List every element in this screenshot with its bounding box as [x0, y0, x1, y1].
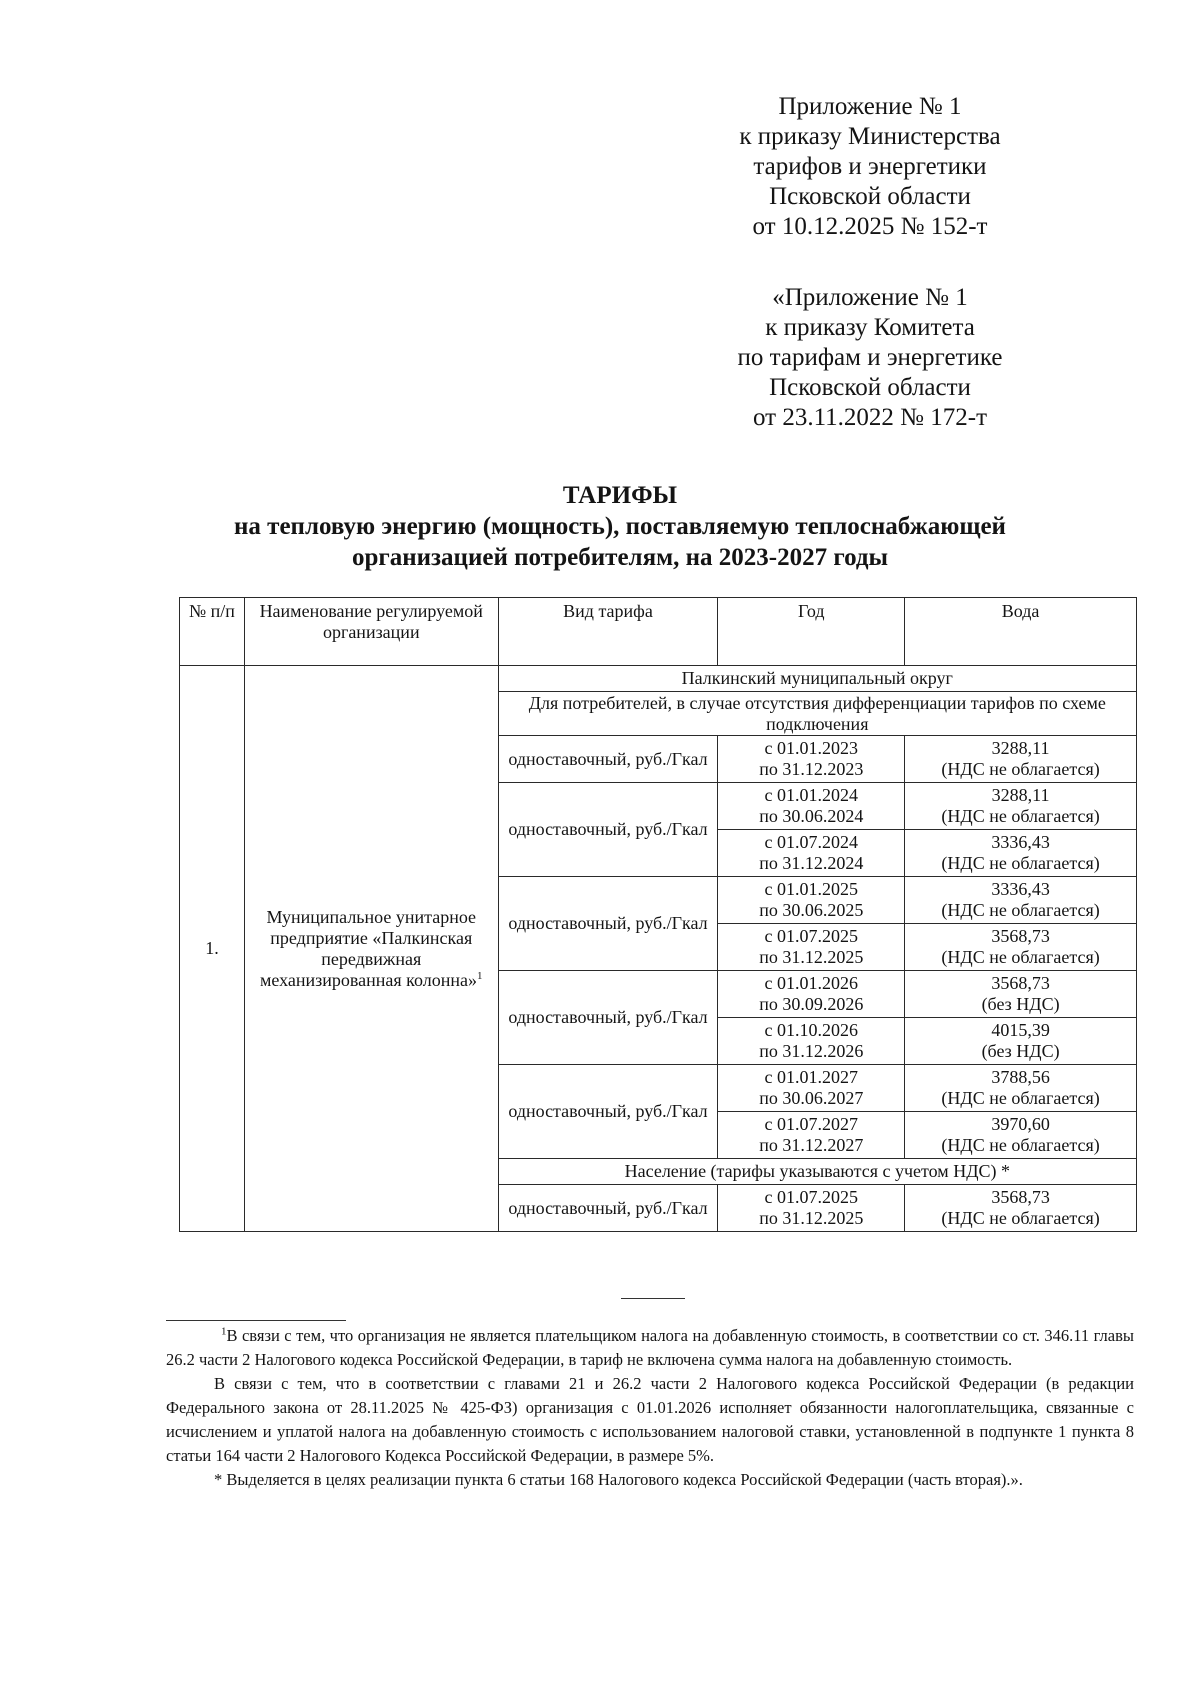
- footnote-star: * Выделяется в целях реализации пункта 6 статьи 168 Налогового кодекса Российской Федерации (часть вторая).».: [214, 1470, 1023, 1489]
- appendix-line: Псковской области: [769, 374, 971, 401]
- tariff-value: 3788,56: [991, 1067, 1050, 1087]
- tariff-type-cell: одноставочный, руб./Гкал: [498, 736, 718, 783]
- header-tariff-type: Вид тарифа: [498, 598, 718, 666]
- document-title: [150, 480, 1090, 573]
- period-to: по 31.12.2027: [759, 1135, 864, 1155]
- tariffs-table: [179, 597, 1137, 1232]
- consumers-heading: Для потребителей, в случае отсутствия дифференциации тарифов по схеме подключения: [498, 692, 1136, 736]
- water-tariff-cell: [905, 736, 1137, 783]
- appendix-line: к приказу Комитета: [765, 314, 975, 341]
- tariff-value: 3568,73: [991, 1187, 1050, 1207]
- appendix-line: Приложение № 1: [778, 93, 962, 120]
- tariff-value: 4015,39: [991, 1020, 1050, 1040]
- period-cell: [718, 830, 905, 877]
- organization-name: Муниципальное унитарное предприятие «Палкинская передвижная механизированная колонна»: [259, 906, 478, 990]
- period-cell: [718, 783, 905, 830]
- period-from: с 01.07.2025: [764, 1187, 859, 1207]
- vat-note: (НДС не облагается): [941, 900, 1100, 920]
- period-to: по 30.09.2026: [759, 994, 864, 1014]
- period-from: с 01.07.2025: [764, 926, 859, 946]
- period-to: по 30.06.2025: [759, 900, 864, 920]
- tariff-value: 3288,11: [991, 738, 1050, 758]
- vat-note: (НДС не облагается): [941, 1135, 1100, 1155]
- water-tariff-cell: [905, 830, 1137, 877]
- appendix-line: тарифов и энергетики: [753, 153, 987, 180]
- title-line: организацией потребителям, на 2023-2027 годы: [351, 544, 889, 571]
- period-cell: [718, 877, 905, 924]
- period-from: с 01.01.2023: [764, 738, 859, 758]
- period-cell: [718, 1112, 905, 1159]
- water-tariff-cell: [905, 1185, 1137, 1232]
- tariff-value: 3288,11: [991, 785, 1050, 805]
- period-to: по 31.12.2023: [759, 759, 864, 779]
- table-header-row: [180, 598, 1137, 666]
- appendix-line: к приказу Министерства: [739, 123, 1001, 150]
- water-tariff-cell: [905, 1065, 1137, 1112]
- tariff-type-cell: одноставочный, руб./Гкал: [498, 1185, 718, 1232]
- water-tariff-cell: [905, 1018, 1137, 1065]
- footnotes: [166, 1324, 1134, 1492]
- organization-cell: [244, 666, 498, 1232]
- appendix-header-original: [660, 283, 1080, 433]
- tariff-value: 3336,43: [991, 879, 1050, 899]
- title-line: ТАРИФЫ: [562, 482, 678, 509]
- period-to: по 30.06.2024: [759, 806, 864, 826]
- tariff-type-cell: одноставочный, руб./Гкал: [498, 971, 718, 1065]
- period-cell: [718, 1018, 905, 1065]
- footnote-1: [166, 1324, 1134, 1372]
- vat-note: (НДС не облагается): [941, 853, 1100, 873]
- title-line: на тепловую энергию (мощность), поставляемую теплоснабжающей: [234, 513, 1006, 540]
- period-to: по 31.12.2025: [759, 1208, 864, 1228]
- vat-note: (НДС не облагается): [941, 947, 1100, 967]
- header-water: Вода: [905, 598, 1137, 666]
- water-tariff-cell: [905, 1112, 1137, 1159]
- footnote-text: В связи с тем, что организация не является плательщиком налога на добавленную стоимость, в соответствии со ст. 346.11 главы 26.2 части 2 Налогового кодекса Российской Федерации, в тариф не включена сумма налога на добавленную стоимость.: [166, 1326, 1134, 1369]
- tariff-value: 3336,43: [991, 832, 1050, 852]
- footnote-2: В связи с тем, что в соответствии с главами 21 и 26.2 части 2 Налогового кодекса Российской Федерации (в редакции Федерального закона от 28.11.2025 № 425-ФЗ) организация с 01.01.2026 исполняет обязанности налогоплательщика, связанные с исчислением и уплатой налога на добавленную стоимость с использованием налоговой ставки, установленной в подпункте 1 пункта 8 статьи 164 части 2 Налогового Кодекса Российской Федерации, в размере 5%.: [166, 1374, 1134, 1465]
- footnote-ref: 1: [477, 969, 483, 982]
- period-to: по 30.06.2027: [759, 1088, 864, 1108]
- period-cell: [718, 924, 905, 971]
- water-tariff-cell: [905, 877, 1137, 924]
- appendix-line: от 10.12.2025 № 152-т: [752, 213, 988, 240]
- period-to: по 31.12.2024: [759, 853, 864, 873]
- appendix-line: Псковской области: [769, 183, 971, 210]
- vat-note: (без НДС): [981, 1041, 1060, 1061]
- period-from: с 01.07.2027: [764, 1114, 859, 1134]
- period-cell: [718, 736, 905, 783]
- vat-note: (НДС не облагается): [941, 806, 1100, 826]
- tariff-type-cell: одноставочный, руб./Гкал: [498, 1065, 718, 1159]
- vat-note: (без НДС): [981, 994, 1060, 1014]
- period-cell: [718, 1065, 905, 1112]
- period-to: по 31.12.2026: [759, 1041, 864, 1061]
- vat-note: (НДС не облагается): [941, 1088, 1100, 1108]
- header-year: Год: [718, 598, 905, 666]
- water-tariff-cell: [905, 783, 1137, 830]
- period-from: с 01.07.2024: [764, 832, 859, 852]
- period-cell: [718, 971, 905, 1018]
- period-from: с 01.01.2026: [764, 973, 859, 993]
- population-heading: Население (тарифы указываются с учетом НДС) *: [498, 1159, 1136, 1185]
- period-from: с 01.01.2025: [764, 879, 859, 899]
- vat-note: (НДС не облагается): [941, 759, 1100, 779]
- tariff-value: 3568,73: [991, 926, 1050, 946]
- tariff-type-cell: одноставочный, руб./Гкал: [498, 783, 718, 877]
- appendix-line: от 23.11.2022 № 172-т: [752, 404, 988, 431]
- section-divider: [621, 1298, 685, 1299]
- period-to: по 31.12.2025: [759, 947, 864, 967]
- appendix-line: «Приложение № 1: [772, 284, 968, 311]
- header-organization: Наименование регулируемой организации: [244, 598, 498, 666]
- district-heading: Палкинский муниципальный округ: [498, 666, 1136, 692]
- period-from: с 01.01.2027: [764, 1067, 859, 1087]
- period-from: с 01.01.2024: [764, 785, 859, 805]
- water-tariff-cell: [905, 971, 1137, 1018]
- period-cell: [718, 1185, 905, 1232]
- tariff-value: 3970,60: [991, 1114, 1050, 1134]
- tariff-value: 3568,73: [991, 973, 1050, 993]
- vat-note: (НДС не облагается): [941, 1208, 1100, 1228]
- row-number: 1.: [180, 666, 245, 1232]
- footnote-divider: [166, 1320, 346, 1321]
- appendix-line: по тарифам и энергетике: [737, 344, 1003, 371]
- appendix-header-current: [660, 92, 1080, 242]
- header-number: № п/п: [180, 598, 245, 666]
- period-from: с 01.10.2026: [764, 1020, 859, 1040]
- tariff-type-cell: одноставочный, руб./Гкал: [498, 877, 718, 971]
- footnote-marker: 1: [221, 1325, 227, 1338]
- table-row: [180, 666, 1137, 692]
- water-tariff-cell: [905, 924, 1137, 971]
